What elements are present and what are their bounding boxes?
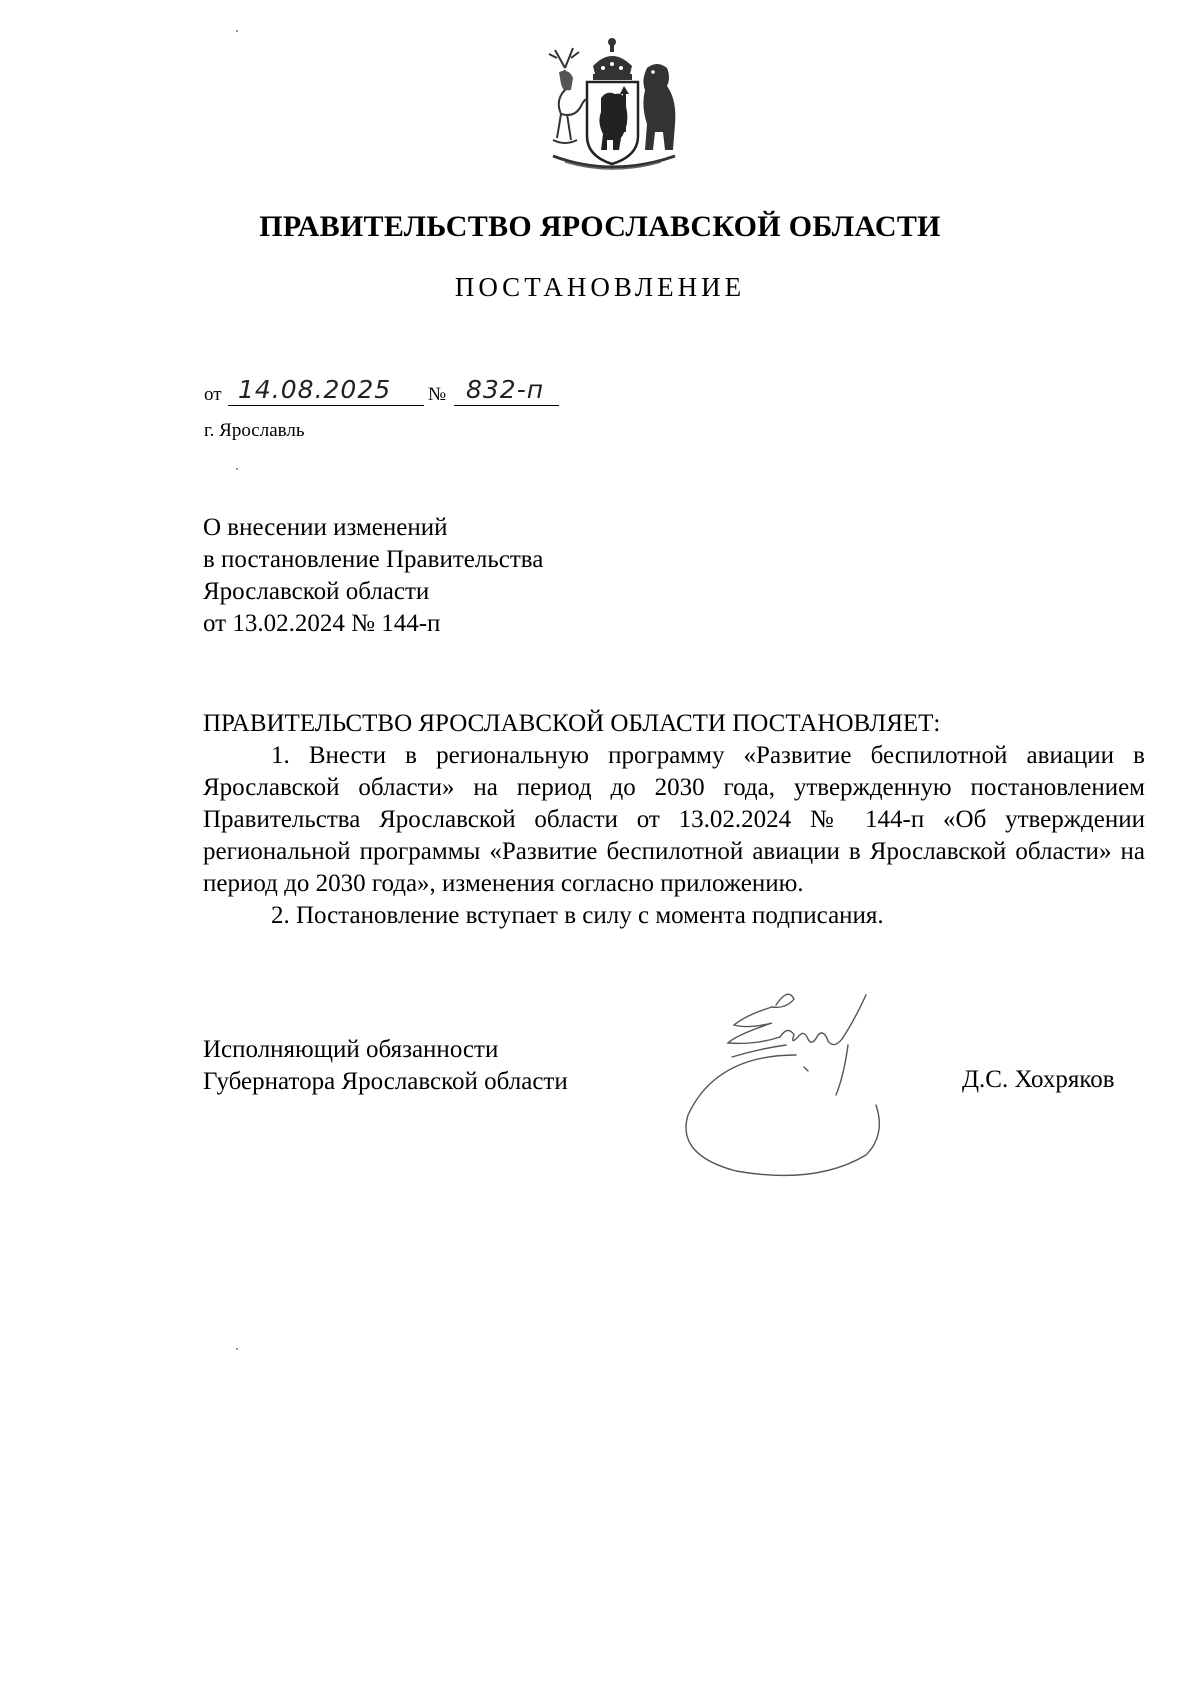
- handwritten-date: 14.08.2025: [238, 375, 392, 404]
- scan-mark: [236, 1348, 238, 1350]
- subject-line: Ярославской области: [203, 578, 430, 605]
- organization-title: ПРАВИТЕЛЬСТВО ЯРОСЛАВСКОЙ ОБЛАСТИ: [259, 210, 941, 243]
- registration-line: [204, 372, 564, 412]
- number-label: №: [428, 384, 447, 405]
- signer-name: Д.С. Хохряков: [962, 1066, 1115, 1093]
- signer-position: [203, 1034, 568, 1098]
- subject-block: [203, 512, 543, 640]
- scan-mark: [236, 30, 238, 32]
- scan-mark: [236, 468, 238, 470]
- document-type: ПОСТАНОВЛЕНИЕ: [454, 272, 746, 302]
- document-body: [203, 708, 1145, 932]
- decree-heading: ПРАВИТЕЛЬСТВО ЯРОСЛАВСКОЙ ОБЛАСТИ ПОСТАНОВЛЯЕТ:: [203, 710, 941, 737]
- coat-of-arms-icon: [535, 28, 690, 180]
- date-prefix-label: от: [204, 384, 222, 405]
- subject-line: в постановление Правительства: [203, 546, 544, 573]
- number-underline: [454, 405, 559, 406]
- city-label: г. Ярославль: [204, 420, 305, 441]
- paragraph: 2. Постановление вступает в силу с момента подписания.: [271, 902, 884, 929]
- date-underline: [228, 405, 424, 406]
- subject-line: О внесении изменений: [203, 514, 448, 541]
- position-line: Исполняющий обязанности: [203, 1036, 499, 1063]
- subject-line: от 13.02.2024 № 144-п: [203, 610, 441, 637]
- handwritten-signature: [676, 985, 916, 1181]
- handwritten-number: 832-п: [466, 375, 545, 404]
- paragraph: 1. Внести в региональную программу «Развитие беспилотной авиации в Ярославской области» на период до 2030 года, утвержденную постановлением Правительства Ярославской области от 13.02.2024 № 144-п «Об утверждении региональной программы «Развитие беспилотной авиации в Ярославской области» на период до 2030 года», изменения согласно приложению.: [203, 742, 1145, 897]
- position-line: Губернатора Ярославской области: [203, 1068, 568, 1095]
